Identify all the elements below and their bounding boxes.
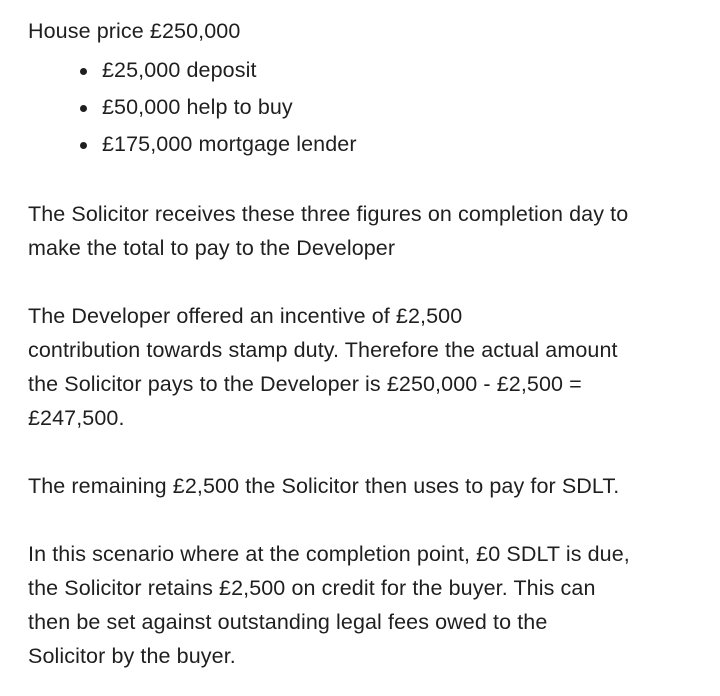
spacer [28, 265, 708, 299]
paragraph-line: £247,500. [28, 406, 125, 430]
bullet-icon [80, 105, 87, 112]
paragraph-developer-incentive [28, 299, 708, 435]
paragraph-line: contribution towards stamp duty. Therefore the actual amount [28, 338, 618, 362]
list-item [28, 89, 708, 126]
list-item [28, 52, 708, 89]
paragraph-remaining-sdlt [28, 469, 708, 503]
bullet-icon [80, 142, 87, 149]
paragraph-solicitor-receives [28, 197, 708, 265]
document-body [28, 14, 708, 673]
funding-breakdown-list [28, 52, 708, 163]
list-item [28, 126, 708, 163]
paragraph-line: The remaining £2,500 the Solicitor then uses to pay for SDLT. [28, 474, 620, 498]
paragraph-line: Solicitor by the buyer. [28, 644, 236, 668]
spacer [28, 435, 708, 469]
spacer [28, 503, 708, 537]
paragraph-line: then be set against outstanding legal fees owed to the [28, 610, 548, 634]
list-item-text: £25,000 deposit [102, 58, 257, 82]
paragraph-line: In this scenario where at the completion point, £0 SDLT is due, [28, 542, 630, 566]
bullet-icon [80, 68, 87, 75]
paragraph-line: The Solicitor receives these three figures on completion day to [28, 202, 629, 226]
list-item-text: £50,000 help to buy [102, 95, 293, 119]
spacer [28, 163, 708, 197]
paragraph-line: make the total to pay to the Developer [28, 236, 396, 260]
paragraph-line: The Developer offered an incentive of £2,500 [28, 304, 463, 328]
house-price-heading: House price £250,000 [28, 19, 241, 43]
list-item-text: £175,000 mortgage lender [102, 132, 357, 156]
paragraph-line: the Solicitor retains £2,500 on credit for the buyer. This can [28, 576, 596, 600]
paragraph-scenario [28, 537, 708, 673]
paragraph-line: the Solicitor pays to the Developer is £250,000 - £2,500 = [28, 372, 582, 396]
